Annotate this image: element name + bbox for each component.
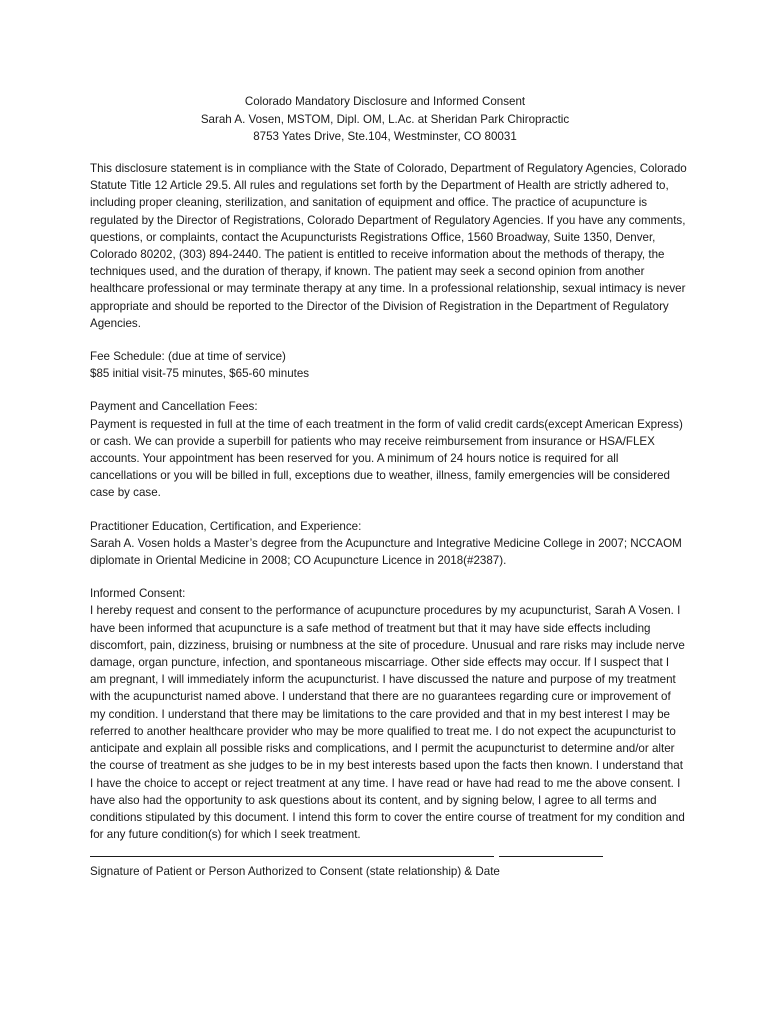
consent-heading: Informed Consent: <box>90 587 186 601</box>
address-line: 8753 Yates Drive, Ste.104, Westminster, CO 80031 <box>253 130 517 143</box>
document-body <box>90 160 688 880</box>
education-text: Sarah A. Vosen holds a Master’s degree from the Acupuncture and Integrative Medicine College in 2007; NCCAOM diplomate in Oriental Medicine in 2008; CO Acupuncture Licence in 2018(#2387). <box>90 536 682 568</box>
signature-label: Signature of Patient or Person Authorized to Consent (state relationship) & Date <box>90 864 500 878</box>
practitioner-line: Sarah A. Vosen, MSTOM, Dipl. OM, L.Ac. at Sheridan Park Chiropractic <box>200 112 570 126</box>
signature-field[interactable] <box>90 845 494 857</box>
education-heading: Practitioner Education, Certification, and Experience: <box>90 519 362 533</box>
date-field[interactable] <box>499 845 603 857</box>
fee-schedule-section <box>90 348 688 382</box>
signature-lines <box>90 845 688 862</box>
fee-schedule-heading: Fee Schedule: (due at time of service) <box>90 350 286 364</box>
payment-heading: Payment and Cancellation Fees: <box>90 400 258 414</box>
fee-schedule-text: $85 initial visit-75 minutes, $65-60 minutes <box>90 367 310 381</box>
payment-section <box>90 398 688 501</box>
consent-text: I hereby request and consent to the performance of acupuncture procedures by my acupuncturist, Sarah A Vosen. I have been informed that acupuncture is a safe method of treatment but that it may have side effects including discomfort, pain, dizziness, bruising or numbness at the site of procedure. Unusual and rare risks may include nerve damage, organ puncture, infection, and spontaneous miscarriage. Other side effects may occur. If I suspect that I am pregnant, I will immediately inform the acupuncturist. I have discussed the nature and purpose of my treatment with the acupuncturist named above. I understand that there are no guarantees regarding cure or improvement of my condition. I understand that there may be limitations to the care provided and that in my best interest I may be referred to another healthcare provider who may be more qualified to treat me. I do not expect the acupuncturist to anticipate and explain all possible risks and complications, and I permit the acupuncturist to determine and/or alter the course of treatment as she judges to be in my best interests based upon the facts then known. I understand that I have the choice to accept or reject treatment at any time. I have read or have had read to me the above consent. I have also had the opportunity to ask questions about its content, and by signing below, I agree to all terms and conditions stipulated by this document. I intend this form to cover the entire course of treatment for my condition and for any future condition(s) for which I seek treatment. <box>90 604 685 842</box>
consent-section <box>90 585 688 843</box>
payment-text: Payment is requested in full at the time of each treatment in the form of valid credit cards(except American Express) or cash. We can provide a superbill for patients who may receive reimbursement from insurance or HSA/FLEX accounts. Your appointment has been reserved for you. A minimum of 24 hours notice is required for all cancellations or you will be billed in full, exceptions due to weather, illness, family emergencies will be considered case by case. <box>90 417 683 500</box>
document-title: Colorado Mandatory Disclosure and Informed Consent <box>244 95 526 108</box>
disclosure-paragraph: This disclosure statement is in compliance with the State of Colorado, Department of Regulatory Agencies, Colorado Statute Title 12 Article 29.5. All rules and regulations set forth by the Department of Health are strictly adhered to, including proper cleaning, sterilization, and sanitation of equipment and office. The practice of acupuncture is regulated by the Director of Registrations, Colorado Department of Regulatory Agencies. If you have any comments, questions, or complaints, contact the Acupuncturists Registrations Office, 1560 Broadway, Suite 1350, Denver, Colorado 80202, (303) 894-2440. The patient is entitled to receive information about the methods of therapy, the techniques used, and the duration of therapy, if known. The patient may seek a second opinion from another healthcare professional or may terminate therapy at any time. In a professional relationship, sexual intimacy is never appropriate and should be reported to the Director of the Division of Registration in the Department of Regulatory Agencies. <box>90 162 687 330</box>
education-section <box>90 518 688 570</box>
document-header <box>60 93 710 146</box>
